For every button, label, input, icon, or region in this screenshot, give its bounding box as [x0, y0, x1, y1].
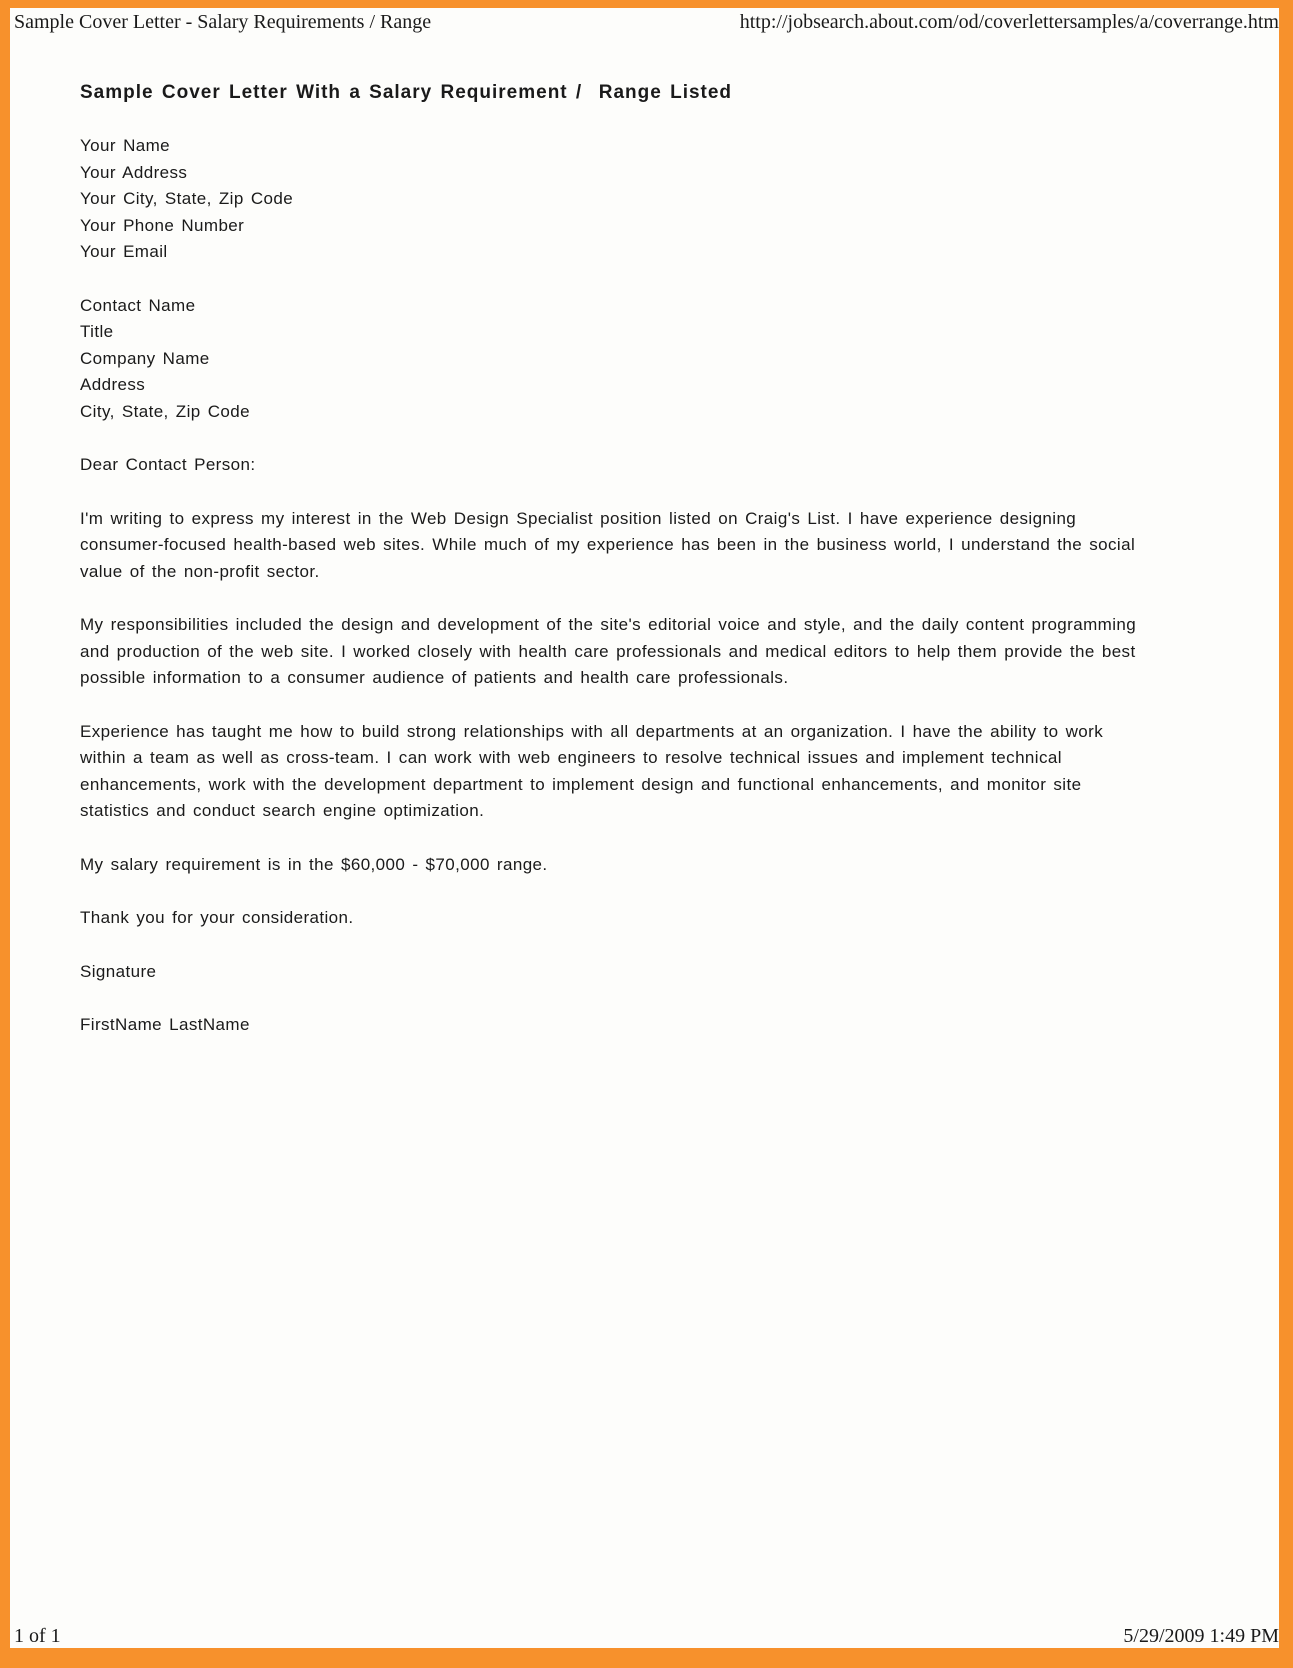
sender-name-line: Your Name	[80, 136, 171, 155]
sender-address-block	[80, 133, 1138, 266]
recipient-city-line: City, State, Zip Code	[80, 401, 250, 421]
footer-timestamp: 5/29/2009 1:49 PM	[1123, 1625, 1279, 1647]
letter-paragraph-salary: My salary requirement is in the $60,000 - $70,000 range.	[80, 854, 548, 874]
letter-paragraph-responsibilities: My responsibilities included the design and development of the site's editorial voice and style, and the daily content programming and production of the web site. I worked closely with health care professionals and medical editors to help them provide the best possible information to a consumer audience of patients and health care professionals.	[80, 615, 1137, 687]
sender-city-line: Your City, State, Zip Code	[80, 189, 294, 208]
sender-address-line: Your Address	[80, 162, 188, 182]
sender-phone-line: Your Phone Number	[80, 215, 245, 235]
print-footer	[14, 1624, 1279, 1648]
recipient-address-block	[80, 293, 1138, 426]
header-document-title: Sample Cover Letter - Salary Requirements / Range	[14, 11, 432, 33]
recipient-company-line: Company Name	[80, 348, 210, 368]
footer-page-indicator: 1 of 1	[14, 1625, 61, 1647]
sender-email-line: Your Email	[80, 242, 168, 261]
signature-name: FirstName LastName	[80, 1015, 250, 1034]
salutation: Dear Contact Person:	[80, 455, 256, 474]
letter-paragraph-thanks: Thank you for your consideration.	[80, 908, 354, 927]
letter-heading: Sample Cover Letter With a Salary Requirement / Range Listed	[80, 82, 733, 103]
recipient-title-line: Title	[80, 322, 114, 341]
print-header	[14, 9, 1279, 35]
letter-paragraph-experience: Experience has taught me how to build strong relationships with all departments at an organization. I have the ability to work within a team as well as cross-team. I can work with web engineers to resolve technical issues and implement technical enhancements, work with the development department to implement design and functional enhancements, and monitor site statistics and conduct search engine optimization.	[80, 721, 1104, 820]
recipient-address-line: Address	[80, 375, 146, 394]
letter-paragraph-intro: I'm writing to express my interest in the Web Design Specialist position listed on Craig's List. I have experience designing consumer-focused health-based web sites. While much of my experience has been in the business world, I understand the social value of the non-profit sector.	[80, 508, 1136, 581]
cover-letter-body	[80, 80, 1138, 1039]
header-url: http://jobsearch.about.com/od/coverlettersamples/a/coverrange.htm	[739, 11, 1279, 33]
recipient-contact-name-line: Contact Name	[80, 295, 196, 315]
letter-closing: Signature	[80, 961, 157, 981]
